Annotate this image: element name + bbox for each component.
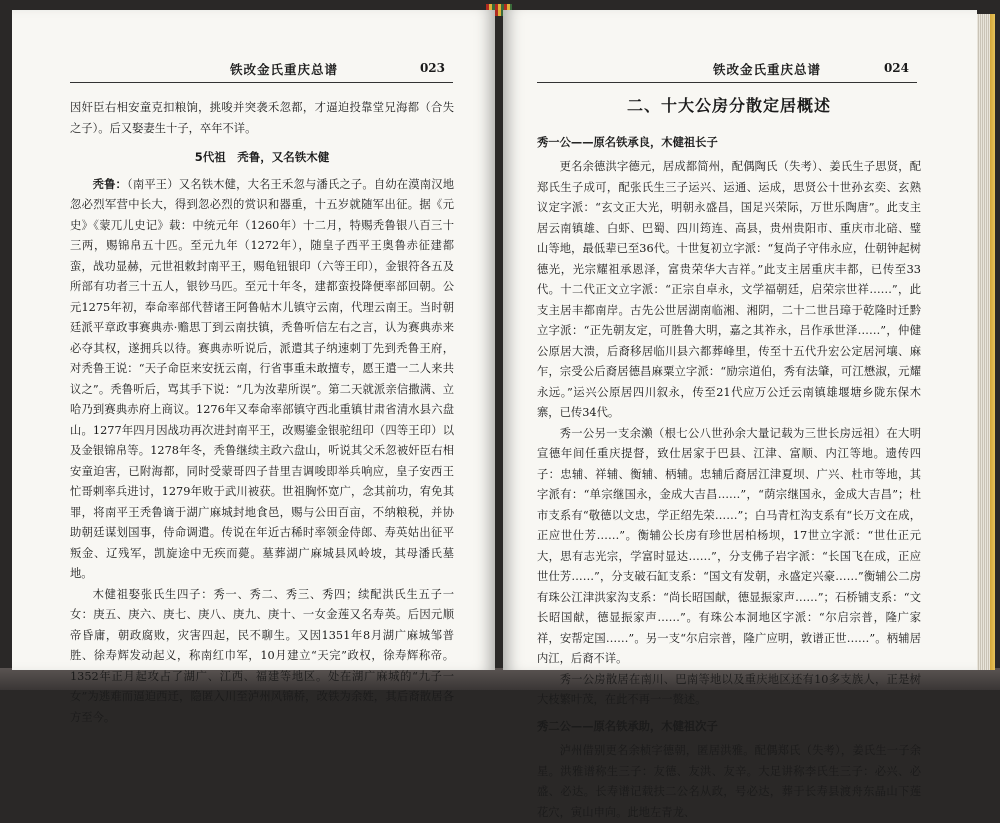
right-page xyxy=(503,10,977,819)
xiuyi-paragraph-3: 秀一公房散居在南川、巴南等地以及重庆地区还有10多支族人，正是树大枝繁叶茂，在此不再一一赘述。 xyxy=(537,672,921,706)
xiuer-paragraph-1: 泸州借别更名余桢字德朝，匿居洪雅。配偶郑氏（失考），姜氏生一子余星。洪雅谱称生三子：友德、友洪、友辛。大足讲称李氏生三子：必兴、必盛、必达。长寿谱记载扶二公名从政，号必达，葬于长寿县渡舟东晶山下莲花穴，寅山申向。此地左青龙、 xyxy=(537,744,921,819)
tolu-name: 秃鲁： xyxy=(92,176,128,191)
section-title-xiuyi: 秀一公——原名铁承良，木健祖长子 xyxy=(537,135,718,149)
left-running-title: 铁改金氏重庆总谱 xyxy=(230,62,339,77)
right-body-text xyxy=(537,96,921,823)
xiuyi-paragraph-2: 秀一公另一支余濑（根七公八世孙余大量记载为三世长房远祖）在大明宣德年间任重庆提督，致仕居家于巴县、江津、富顺、内江等地。遗传四子：忠辅、祥辅、衡辅、柄辅。忠辅后裔居江津夏坝、广兴、杜市等地，其字派有：“单宗继国永，金成大吉昌……”，“荫宗继国永，金成大吉昌”；杜市支系有“敬德以文忠，学正绍先荣……”；白马青杠沟支系有“长万文在成，正应世仕芳……”。衡辅公长房有珍世居柏杨坝，17世立字派：“世仕正元大，思有志光宗，学富时显达……”，分支佛子岩字派：“长国飞在成，正应世仕芳……”，分支破石缸支系：“国文有发朝，永盛定兴豪……”衡辅公二房有珠公江津洪家沟支系：“尚长昭国献，德显振家声……”；石桥铺支系：“文长昭国献，德显振家声……”。有珠公本洞地区字派：“尔启宗普，隆广家祥，安帮定国……”。另一支“尔启宗普，隆广应明，敦谱正世……”。柄辅居内江，后裔不详。 xyxy=(537,426,921,665)
chapter-title: 二、十大公房分散定居概述 xyxy=(626,96,831,115)
left-page xyxy=(12,10,495,724)
tolu-body: （南平王）又名铁木健，大名王禾忽与潘氏之子。自幼在漠南汉地忽必烈军营中长大，得到忽必烈的赏识和器重，十五岁就随军出征。据《元史》《蒙兀儿史记》载：中统元年（1260年）十二月，特赐秃鲁银八百三十三两，赐锦帛五十匹。至元九年（1272年），随皇子西平王奥鲁赤征建都蛮，战功显赫，元世祖敕封南平王，赐龟钮银印（六等王印），金银符各五及所部有功者三十五人，银钞马匹。至元十年冬，建都蛮投降便率部回朝。公元1275年初，奉命率部代替诸王阿鲁帖木儿镇守云南，代理云南王。当时朝廷派平章政事赛典赤·赡思丁到云南扶镇，秃鲁听信左右之言，认为赛典赤来必夺其权，遂拥兵以待。赛典赤听说后，派遣其子纳速刺丁先到秃鲁王府，对秃鲁王说：“天子命臣来安抚云南，行省事重未敢擅专，愿王遣一二人来共议之”。秃鲁听后，骂其手下说：“几为汝辈所误”。第二天就派亲信撒满、立哈乃到赛典赤府上商议。1276年又奉命率部镇守西北重镇甘肃省清水县六盘山。1277年四月因战功再次进封南平王，改赐鎏金银驼纽印（四等王印）以及金银锦帛等。1278年冬，秃鲁继续主政六盘山，听说其父禾忽被奸臣右相安童迫害，已附海都，同时受蒙哥四子昔里吉调唆即举兵响应，皇子安西王忙哥剌率兵进讨，1279年败于武川被获。世祖胸怀宽广，念其前功，宥免其罪，将南平王秃鲁谪于湖广麻城封地食邑，赐与公田百亩，不纳粮税，并协助朝廷谋划国事，侍命调遣。传说在年近古稀时率领金侍郎、寿英姑出征平叛金、辽残军，凯旋途中无疾而薨。墓葬湖广麻城县风岭坡，其母潘氏墓地。 xyxy=(70,177,454,580)
xiuyi-paragraph-1: 更名余德洪字德元，居成都简州，配偶陶氏（失考）、姜氏生子思贤，配郑氏生子成可，配张氏生三子运兴、运通、运成，思贤公十世孙玄奕、玄熟议定字派：“玄文正大光，明朝永盛昌，国足兴荣际，万世乐陶唐”。此支主居云南镇雄、白虾、巴蜀、四川筠连、高县，贵州贵阳市、重庆市北碚、璧山等地，最低辈已至36代。十世复初立字派：“复尚子守伟永应，仕朝钟起树德光，光宗耀祖承恩泽，富贵荣华大吉祥。”此支主居重庆丰都，已传至33代。十二代正文立字派：“正宗自卓永，文学福朝廷，启荣宗世祥……”，此支主居丰都南岸。古先公世居湖南临湘、湘阴，二十二世吕璋于乾隆时迁黔立字派：“正先朝友定，可胜鲁大明，嘉之其祚永，吕作承世泽……”，仲健公原居大溃，后裔移居临川县六都葬峰里，传至十五代升宏公定居河壤、麻乍，宗受公后裔居德昌麻粟立字派：“励宗道伯，秀有法肇，可江懋淑，元耀永远。”运兴公原居四川叙永，传至21代应万公迁云南镇雄堰塘乡陇东保木寨，已传34代。 xyxy=(537,160,921,419)
right-page-number: 024 xyxy=(883,61,909,75)
tiejian-children-paragraph: 木健祖娶张氏生四子：秀一、秀二、秀三、秀四；续配洪氏生五子一女：庚五、庚六、庚七、庚八、庚九、庚十、一女金莲又名寿英。后因元顺帝昏庸，朝政腐败，灾害四起，民不聊生。又因1351年8月湖广麻城邹普胜、徐寿辉发动起义，称南红巾军，10月建立“天完”政权，徐寿辉称帝。1352年正月起攻占了湖广、江西、福建等地区。处在湖广麻城的“九子一女”为逃难而逼迫西迁，隐匿入川至泸州风锦桥，改铁为余姓，其后裔散居各方至今。 xyxy=(70,587,454,724)
tolu-paragraph xyxy=(70,174,454,585)
intro-paragraph: 因奸臣右相安童克扣粮饷，挑唆并突袭禾忽都，才逼迫投靠堂兄海都（合失之子）。后又娶妻生十子，卒年不详。 xyxy=(70,101,454,135)
right-running-head xyxy=(537,58,917,83)
section-title-xiuer: 秀二公——原名铁承助，木健祖次子 xyxy=(537,719,718,733)
left-body-text xyxy=(70,98,454,728)
left-page-number: 023 xyxy=(419,61,445,75)
right-running-title: 铁改金氏重庆总谱 xyxy=(713,62,822,77)
section-heading-tolu: 5代祖 秃鲁，又名铁木健 xyxy=(194,150,330,164)
left-running-head xyxy=(70,58,453,83)
page-stack-edge xyxy=(977,14,995,670)
